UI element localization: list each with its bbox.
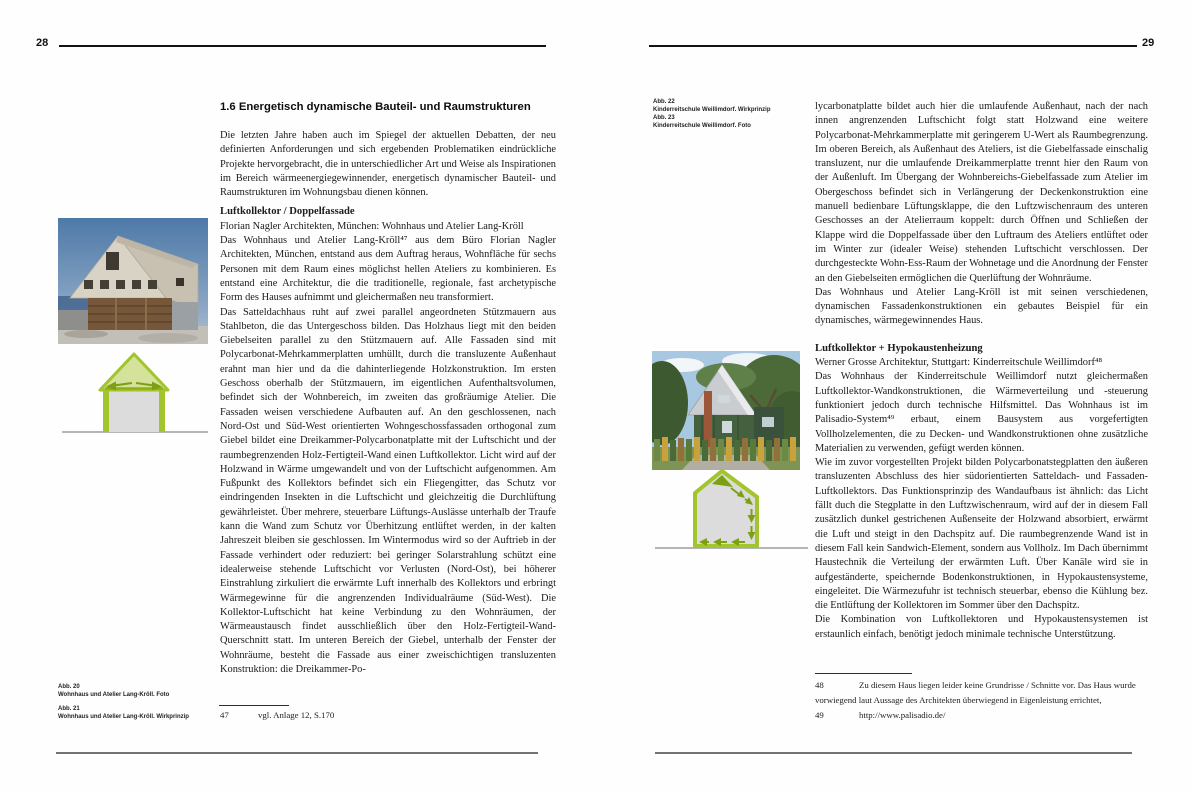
concrete-wall <box>58 310 88 330</box>
credit-line-nagler: Florian Nagler Architekten, München: Wohnhaus und Atelier Lang-Kröll <box>220 220 524 232</box>
caption-label: Abb. 22 <box>653 99 675 105</box>
body-paragraph: Die Kombination von Luftkollektoren und Hypokaustensystemen ist erstaunlich einfach, benötigt jedoch minimale technische Unterstützung. <box>815 614 1148 640</box>
body-paragraph: Wie im zuvor vorgestellten Projekt bilden Polycarbonatstegplatten den äußeren transluzenten Abschluss des hier südorientierten Satteldach- und Fassaden-Luftkollektors. Das Funktionsprinzip des Wandaufbaus ist ähnlich: das Licht fällt duch die Stegplatte in den Luftzwischenraum, wird auf der in diesem Fall zusätzlich dunkel gestrichenen Außenseite der Holzwand absorbiert, erwärmt die Luft und steigt in den Dachspitz auf. Die raumbegrenzende Wand ist in diesem Fall kein Sandwich-Element, sondern aus Vollholz. Im Dach übernimmt Haustechnik die Verteilung der erwärmten Luft. Über Kanäle wird sie in aufgeständerte, speichernde Bodenkonstruktionen, in Hypokaustensysteme, eingeleitet. Die Wärmezufuhr ist technisch steuerbar, ebenso die Kühlung bez. die Entlüftung der Kollektoren im Sommer über den Dachspitz. <box>815 457 1148 612</box>
subsection-heading-doppelfassade: Luftkollektor / Doppelfassade <box>220 206 355 218</box>
figure-photo-kinderreitschule <box>652 351 800 470</box>
footnote-text: http://www.palisadio.de/ <box>859 710 946 720</box>
window <box>116 280 125 289</box>
page-number-left: 28 <box>36 37 49 49</box>
footnote-number: 47 <box>220 710 229 720</box>
footnote-text: vgl. Anlage 12, S.170 <box>258 710 335 720</box>
gable-window <box>718 395 730 403</box>
house-interior <box>107 388 161 432</box>
caption-text: Wohnhaus und Atelier Lang-Kröll. Foto <box>58 691 170 698</box>
footnote-text: Zu diesem Haus liegen leider keine Grundrisse / Schnitte vor. Das Haus wurde vorwiegend laut Aussage des Architekten überwiegend in Eigenleistung errichtet, <box>815 680 1136 705</box>
footnote-rule-left <box>219 705 289 706</box>
caption-abb23 <box>653 115 823 130</box>
caption-text: Wohnhaus und Atelier Lang-Kröll. Wirkprinzip <box>58 713 189 720</box>
footer-rule-left <box>56 752 538 754</box>
footnote-49 <box>815 708 1148 723</box>
window <box>176 278 184 286</box>
window <box>132 280 141 289</box>
footnotes-right <box>815 678 1148 723</box>
footnote-rule-right <box>815 673 912 674</box>
collector-wall-right <box>159 388 165 432</box>
summary-paragraph: Das Wohnhaus und Atelier Lang-Kröll ist mit seinen verschiedenen, dynamischen Fassadenkonstruktionen ein gebautes Beispiel für ein dynamisches, wärmegewinnendes Haus. <box>815 286 1148 327</box>
body-paragraph: Das Wohnhaus und Atelier Lang-Kröll⁴⁷ aus dem Büro Florian Nagler Architekten, München, entstand aus dem Auftrag heraus, Wohnfläche für sechs Personen mit dem Raum eines möglichst hellen Ateliers zu kombinieren. Es entstand eine Architektur, die die traditionelle, regionale, fast archetypische Form des Hauses aufnimmt und gleichermaßen neu transformiert. <box>220 235 556 304</box>
body-paragraph: Das Wohnhaus der Kinderreitschule Weillimdorf nutzt gleichermaßen Luftkollektor-Wandkonstruktionen, die Wärmeverteilung und -steuerung funktioniert jedoch durch technische Hilfsmittel. Das Wohnhaus ist im Palisadio-System⁴⁹ erbaut, einem Bausystem aus vorgefertigten Vollholzelementen, die zu Decken- und Wandkonstruktionen ohne zusätzliche Materialien zu verwenden, gefügt werden können. <box>815 371 1148 454</box>
atelier-window <box>106 252 119 270</box>
body-paragraph: Das Satteldachhaus ruht auf zwei parallel angeordneten Stützmauern aus Stahlbeton, die das Untergeschoss bilden. Das Holzhaus liegt mit den beiden Giebelseiten parallel zu den Stützmauern auf. Alle Fassaden sind mit Polycarbonat-Mehrkammerplatten umhüllt, durch die transluzente Außenhaut erahnt man hier und da die dahinterliegende Holzkonstruktion. Im ersten Geschoss oberhalb der Stützmauern, im eigentlichen Aufenthaltsvolumen, befindet sich der Wohnbereich, im zweiten das großräumige Atelier. Die Fassaden weisen verschiedene Aufbauten auf. An den geschlossenen, nach Nord-Ost und Süd-West orientierten Wohngeschossfassaden orthogonal zum Giebel bildet eine Dreikammer-Polycarbonatplatte mit der Luftschicht und der raumbegrenzenden Holz-Fertigteil-Wand einen Luftkollektor. Licht wird auf der Holzwand in Wärme umgewandelt und von der Luftschicht aufgenommen. Am Fußpunkt des Kollektors befindet sich ein Fliegengitter, das Schutz vor eindringenden Insekten in die Luftschicht und gleichzeitig die Durchlüftung gewährleistet. Über mehrere, steuerbare Lüftungs-Auslässe unterhalb der Traufe kann die Wand zum Schutz vor Überhitzung entlüftet werden, in der kalten Jahreszeit bleiben sie geschlossen. Im Wintermodus wird so der Auftrieb in der Fassade verhindert oder reduziert: bei geringer Solarstrahlung schützt eine idealerweise stehende Luftschicht vor Verlusten (Nord-Ost), bei höherer Einstrahlung zirkuliert die erwärmte Luft innerhalb des Kollektors und erbringt Wärmegewinne für die angrenzenden Individualräume (Süd-West). Die Kollektor-Luftschicht hat keine Verbindung zu den Wohnräumen, der Wärmeaustausch findet ausschließlich über den Holz-Fertigteil-Wand-Querschnitt statt. Im unteren Bereich der Giebel, unterhalb der Fenster der Wohnräume, besteht die Fassade aus einer zweischichtigen transluzenten Konstruktion: die Dreikammer-Po- <box>220 306 556 675</box>
caption-label: Abb. 23 <box>653 115 675 122</box>
footnote-47 <box>220 708 556 723</box>
text-column-left <box>220 100 556 706</box>
footnote-48 <box>815 678 1148 708</box>
footer-rule-right <box>655 752 1132 754</box>
figure-diagram-langkroell <box>58 350 210 436</box>
continuation-paragraph: lycarbonatplatte bildet auch hier die umlaufende Außenhaut, nach der nach innen angrenzenden Luftschicht folgt statt Holzwand eine weitere Polycarbonat-Mehrkammerplatte mit geringerem U-Wert als Raumbegrenzung. Im oberen Bereich, als Außenhaut des Ateliers, ist die Giebelfassade einschalig transluzent, nur die umlaufende Dreikammerplatte trennt hier den Raum von der Außenluft. Im Übergang der Wohnbereichs-Giebelfassade zum Atelier im Obergeschoss befindet sich in Verlängerung der Deckenkonstruktion eine manuell bedienbare Lüftungsklappe, die den Luftzwischenraum des unteren Geschosses an der Atelierraum koppelt: durch Öffnen und Schließen der Klappe wird die Doppelfassade über den Luftraum des Ateliers entlüftet oder im Winter zur (idealer Weise) stehenden Luftschicht verschlossen. Der durchgesteckte Wohn-Ess-Raum der Wohnetage und die Anordnung der Fenster an den Giebelseiten ermöglichen die Querlüftung der Wohnräume. <box>815 101 1148 284</box>
header-rule-right <box>649 45 1137 47</box>
footnote-number: 48 <box>815 680 824 690</box>
figure-diagram-kinderreitschule <box>655 468 808 552</box>
langkroell-photo-illustration <box>58 218 208 344</box>
credit-line-grosse: Werner Grosse Architektur, Stuttgart: Kinderreitschule Weillimdorf⁴⁸ <box>815 357 1103 369</box>
caption-abb21 <box>58 706 228 721</box>
intro-paragraph: Die letzten Jahre haben auch im Spiegel der aktuellen Debatten, der neu definierten Anforderungen und sich ergebenden Problematiken eindrückliche Projekte hervorgebracht, die in unterschiedlicher Art und Weise als Inspirationen im Bereich wärmeenergiegewinnender, energetisch dynamischer Bauteil- und Raumstrukturen im Wohnungsbau dienen können. <box>220 130 556 199</box>
text-column-right <box>815 100 1148 666</box>
caption-text: Kinderreitschule Weillimdorf. Foto <box>653 122 751 129</box>
window <box>148 280 157 289</box>
caption-text: Kinderreitschule Weillimdorf. Wirkprinzip <box>653 106 771 113</box>
subsection-heading-hypokausten: Luftkollektor + Hypokaustenheizung <box>815 342 983 354</box>
kinderreitschule-wirkprinzip-diagram <box>655 468 808 552</box>
captions-right <box>653 99 823 137</box>
captions-left <box>58 684 228 728</box>
caption-abb22 <box>653 99 823 114</box>
kinderreitschule-photo-illustration <box>652 351 800 470</box>
caption-label: Abb. 21 <box>58 706 80 713</box>
annex-window <box>762 417 774 427</box>
footnotes-left <box>220 708 556 723</box>
window <box>100 280 109 289</box>
concrete-wall <box>172 302 198 330</box>
page-number-right: 29 <box>1142 37 1155 49</box>
footnote-number: 49 <box>815 710 824 720</box>
caption-abb20 <box>58 684 228 699</box>
langkroell-wirkprinzip-diagram <box>58 350 210 436</box>
ground-patch <box>138 333 198 343</box>
caption-label: Abb. 20 <box>58 684 80 690</box>
chapter-title: 1.6 Energetisch dynamische Bauteil- und Raumstrukturen <box>220 101 531 113</box>
window <box>722 421 732 433</box>
window <box>84 280 93 289</box>
figure-photo-langkroell <box>58 218 208 344</box>
collector-wall-left <box>103 388 109 432</box>
ground-patch <box>64 330 108 338</box>
header-rule-left <box>59 45 546 47</box>
